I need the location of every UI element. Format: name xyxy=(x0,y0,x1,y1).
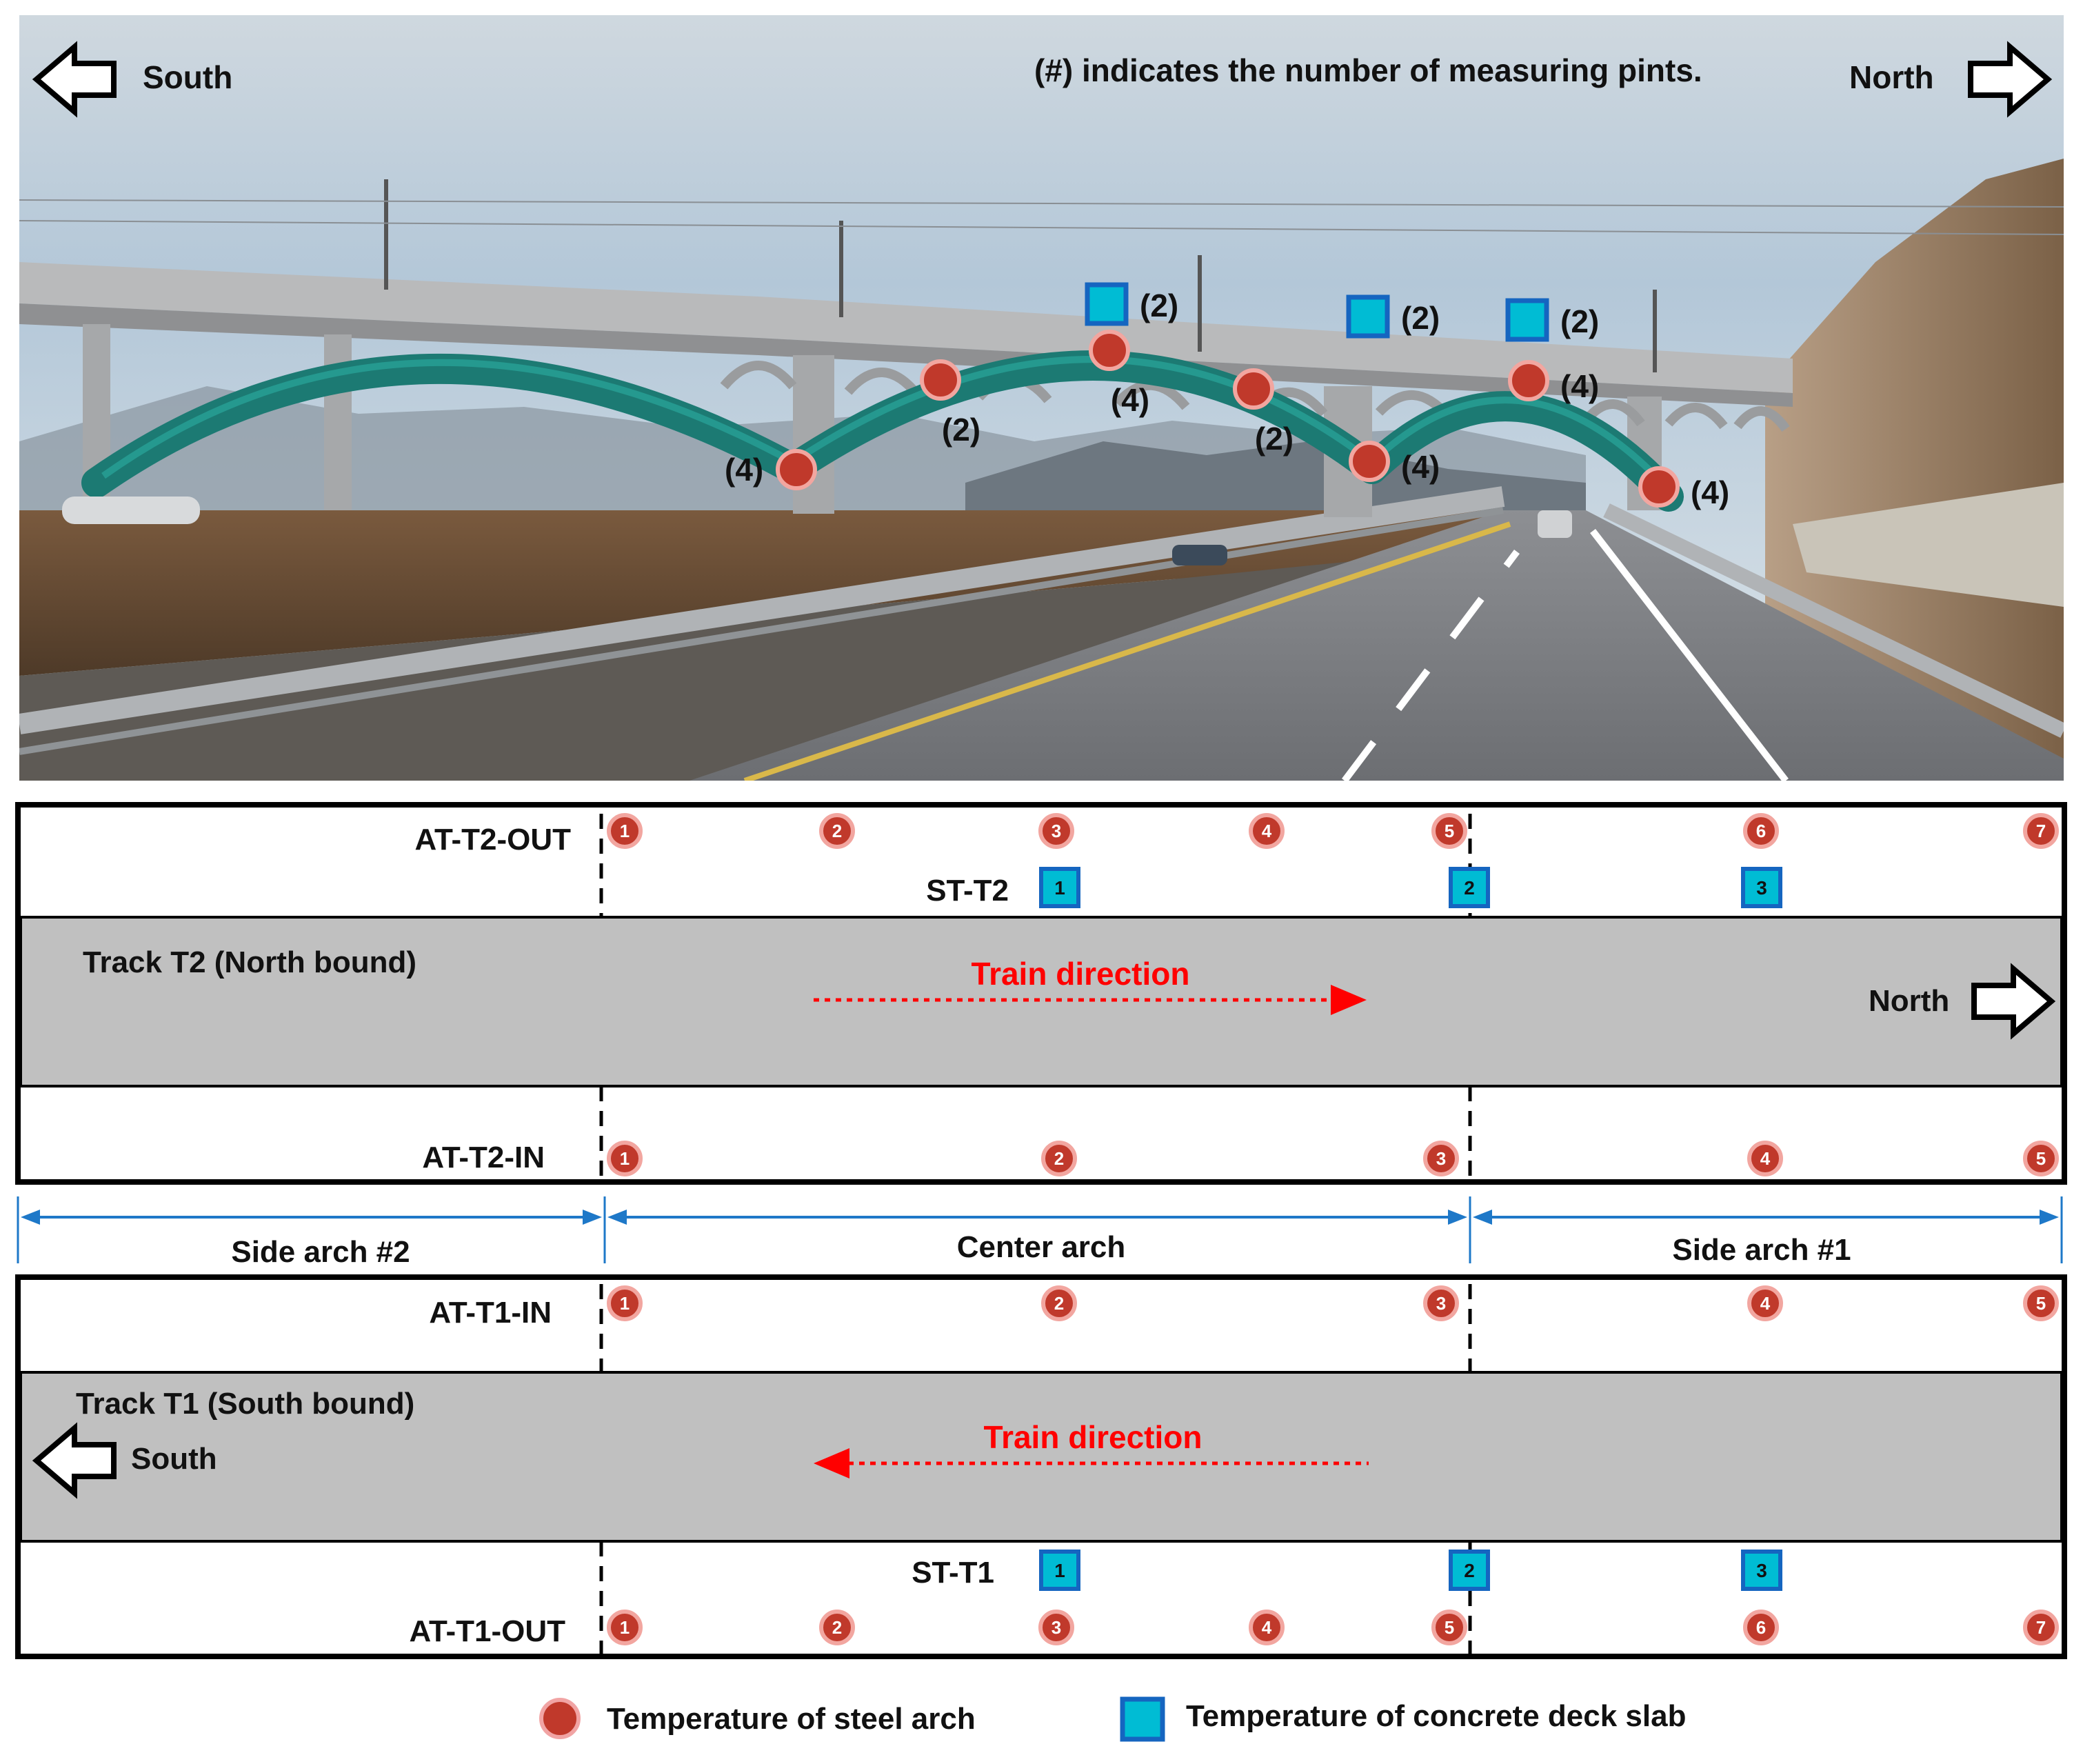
legend-steel-label: Temperature of steel arch xyxy=(607,1702,976,1736)
track-t1-south-label: South xyxy=(131,1442,217,1476)
steel-sensor-number: 1 xyxy=(619,1617,630,1638)
legend xyxy=(541,1699,1686,1739)
steel-sensor-number: 3 xyxy=(1051,1617,1062,1638)
at-t1-in-label: AT-T1-IN xyxy=(429,1296,552,1330)
steel-sensor-number: 5 xyxy=(1444,1617,1455,1638)
side-arch-1-label: Side arch #1 xyxy=(1672,1233,1851,1267)
steel-sensor-number: 7 xyxy=(2035,1617,2046,1638)
steel-sensor-number: 1 xyxy=(619,1148,630,1169)
slab-sensor-number: 2 xyxy=(1464,1560,1475,1581)
track-t2-north-label: North xyxy=(1869,984,1950,1018)
steel-sensor-number: 2 xyxy=(832,1617,843,1638)
st-t2-label: ST-T2 xyxy=(926,874,1009,908)
steel-sensor-number: 4 xyxy=(1261,1617,1272,1638)
steel-sensor-number: 3 xyxy=(1436,1293,1447,1314)
track-t1-title: Track T1 (South bound) xyxy=(76,1387,415,1421)
photo-steel-count: (2) xyxy=(1254,421,1294,457)
st-t1-label: ST-T1 xyxy=(912,1556,994,1590)
track-t2-title: Track T2 (North bound) xyxy=(83,945,416,979)
photo-steel-count: (4) xyxy=(1401,449,1440,485)
steel-sensor-number: 4 xyxy=(1261,821,1272,841)
photo-slab-count: (2) xyxy=(1560,303,1600,339)
center-arch-label: Center arch xyxy=(956,1230,1126,1264)
steel-sensor-number: 5 xyxy=(1444,821,1455,841)
photo-note: (#) indicates the number of measuring pints. xyxy=(1034,52,1702,88)
steel-sensor-number: 7 xyxy=(2035,821,2046,841)
slab-sensor-number: 3 xyxy=(1756,877,1767,899)
at-t1-out-label: AT-T1-OUT xyxy=(409,1614,565,1648)
track-t1-panel xyxy=(18,1277,2064,1656)
photo-steel-count: (4) xyxy=(1110,382,1150,418)
slab-sensor-number: 2 xyxy=(1464,877,1475,899)
slab-sensor-number: 1 xyxy=(1054,877,1065,899)
steel-sensor-number: 6 xyxy=(1755,821,1767,841)
legend-steel-marker-icon xyxy=(541,1700,578,1737)
steel-sensor-number: 6 xyxy=(1755,1617,1767,1638)
photo-south-label: South xyxy=(143,59,233,95)
photo-north-label: North xyxy=(1849,59,1934,95)
track-t1-train-direction: Train direction xyxy=(983,1419,1202,1455)
steel-sensor-number: 2 xyxy=(1054,1293,1065,1314)
steel-sensor-number: 1 xyxy=(619,821,630,841)
photo-slab-count: (2) xyxy=(1140,288,1179,323)
slab-sensor-number: 3 xyxy=(1756,1560,1767,1581)
track-t2-band xyxy=(21,917,2062,1086)
at-t2-in-label: AT-T2-IN xyxy=(422,1141,545,1174)
photo-steel-count: (2) xyxy=(941,412,981,448)
at-t2-out-label: AT-T2-OUT xyxy=(414,823,571,856)
track-t2-panel xyxy=(18,805,2064,1182)
side-arch-2-label: Side arch #2 xyxy=(231,1235,410,1269)
legend-slab-marker-icon xyxy=(1123,1699,1163,1739)
steel-sensor-number: 5 xyxy=(2035,1293,2046,1314)
steel-sensor-number: 3 xyxy=(1051,821,1062,841)
steel-sensor-number: 2 xyxy=(1054,1148,1065,1169)
photo-steel-count: (4) xyxy=(725,452,764,488)
steel-sensor-number: 4 xyxy=(1760,1293,1771,1314)
track-t2-train-direction: Train direction xyxy=(971,956,1190,992)
photo-steel-count: (4) xyxy=(1691,474,1730,510)
slab-sensor-number: 1 xyxy=(1054,1560,1065,1581)
legend-slab-label: Temperature of concrete deck slab xyxy=(1186,1699,1687,1733)
steel-sensor-number: 2 xyxy=(832,821,843,841)
steel-sensor-number: 5 xyxy=(2035,1148,2046,1169)
steel-sensor-number: 1 xyxy=(619,1293,630,1314)
photo-steel-count: (4) xyxy=(1560,368,1600,404)
steel-sensor-number: 4 xyxy=(1760,1148,1771,1169)
span-dimensions xyxy=(18,1196,2062,1269)
steel-sensor-number: 3 xyxy=(1436,1148,1447,1169)
photo-slab-count: (2) xyxy=(1401,300,1440,336)
